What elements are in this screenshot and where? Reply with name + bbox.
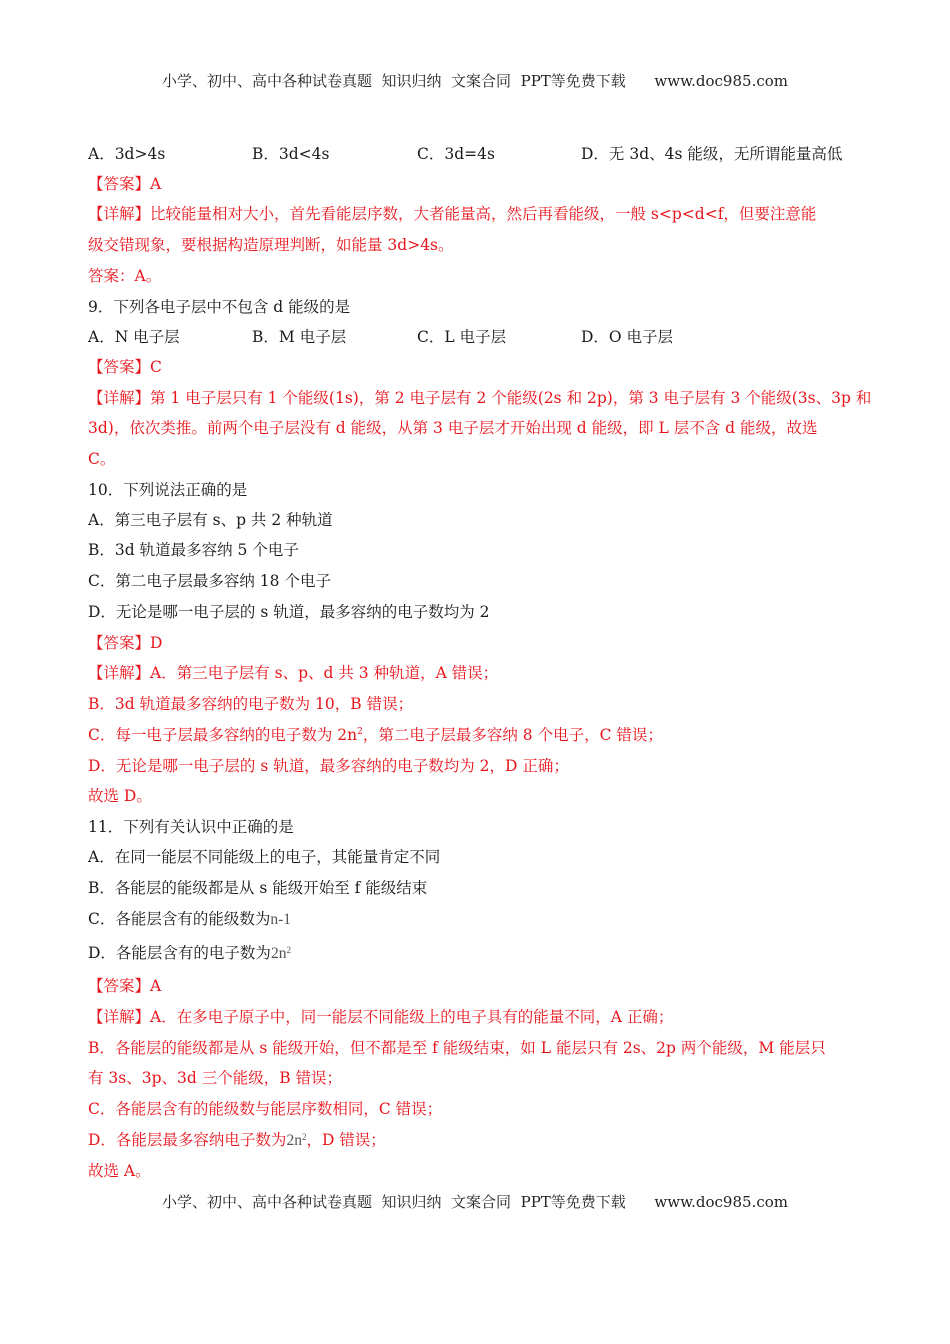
q9-option-a: A．N 电子层: [88, 328, 180, 346]
q11-option-a: A．在同一能层不同能级上的电子，其能量肯定不同: [88, 848, 441, 866]
q8-answer: 【答案】A: [88, 175, 162, 193]
q10-option-a: A．第三电子层有 s、p 共 2 种轨道: [88, 511, 333, 529]
q11-option-b: B．各能层的能级都是从 s 能级开始至 f 能级结束: [88, 879, 428, 897]
q9-answer: 【答案】C: [88, 358, 162, 376]
page-footer: 小学、初中、高中各种试卷真题 知识归纳 文案合同 PPT等免费下载 www.doc985.com: [161, 1193, 788, 1211]
q9-option-d: D．O 电子层: [581, 328, 674, 346]
q10-detail-c: [88, 725, 663, 745]
q8-option-a: A．3d>4s: [88, 145, 166, 163]
q9-option-c: C．L 电子层: [417, 328, 507, 346]
q8-detail-line-1: 【详解】比较能量相对大小，首先看能层序数，大者能量高，然后再看能级，一般 s<p<d<f，但要注意能: [88, 205, 817, 223]
q11-option-d-exponent: 2: [286, 945, 291, 955]
q8-option-d: D．无 3d、4s 能级，无所谓能量高低: [581, 145, 843, 163]
q8-option-c: C．3d=4s: [417, 145, 495, 163]
q10-stem: 10．下列说法正确的是: [88, 481, 248, 499]
q11-stem: 11．下列有关认识中正确的是: [88, 818, 294, 836]
page-header: 小学、初中、高中各种试卷真题 知识归纳 文案合同 PPT等免费下载 www.doc985.com: [161, 72, 788, 90]
q11-conclusion: 故选 A。: [88, 1162, 151, 1180]
q11-answer: 【答案】A: [88, 977, 162, 995]
q9-stem: 9．下列各电子层中不包含 d 能级的是: [88, 298, 351, 316]
q11-detail-b-line-1: B．各能层的能级都是从 s 能级开始，但不都是至 f 能级结束，如 L 能层只有 2s、2p 两个能级，M 能层只: [88, 1039, 826, 1057]
q9-options: [88, 327, 888, 347]
q10-option-b: B．3d 轨道最多容纳 5 个电子: [88, 541, 299, 559]
q11-option-d-formula: 2n: [270, 945, 287, 962]
q11-option-c-text: C．各能层含有的能级数为: [88, 910, 271, 928]
q8-detail-line-2: 级交错现象，要根据构造原理判断，如能量 3d>4s。: [88, 236, 454, 254]
q11-detail-d-text: D．各能层最多容纳电子数为: [88, 1131, 287, 1149]
q11-detail-a: 【详解】A．在多电子原子中，同一能层不同能级上的电子具有的能量不同，A 正确；: [88, 1008, 674, 1026]
q9-option-b: B．M 电子层: [252, 328, 347, 346]
q11-detail-d: [88, 1130, 386, 1151]
q10-detail-c-rest: ，第二电子层最多容纳 8 个电子，C 错误；: [362, 726, 663, 744]
q10-answer: 【答案】D: [88, 634, 163, 652]
q10-detail-b: B．3d 轨道最多容纳的电子数为 10，B 错误；: [88, 695, 414, 713]
q9-detail-line-1: 【详解】第 1 电子层只有 1 个能级(1s)，第 2 电子层有 2 个能级(2s 和 2p)，第 3 电子层有 3 个能级(3s、3p 和: [88, 389, 872, 407]
q11-detail-d-formula: 2n: [286, 1132, 302, 1149]
q11-option-c-formula: n-1: [270, 911, 292, 928]
q10-detail-c-text: C．每一电子层最多容纳的电子数为 2n: [88, 726, 358, 744]
q11-detail-c: C．各能层含有的能级数与能层序数相同，C 错误；: [88, 1100, 443, 1118]
q10-detail-d: D．无论是哪一电子层的 s 轨道，最多容纳的电子数均为 2，D 正确；: [88, 757, 569, 775]
q10-detail-c-exponent: 2: [357, 727, 363, 737]
q9-detail-line-2: 3d)，依次类推。前两个电子层没有 d 能级，从第 3 电子层才开始出现 d 能级，即 L 层不含 d 能级，故选: [88, 419, 818, 437]
q8-conclusion: 答案：A。: [88, 267, 162, 285]
q11-option-d: [88, 943, 291, 964]
q10-conclusion: 故选 D。: [88, 787, 152, 805]
q11-option-d-text: D．各能层含有的电子数为: [88, 944, 271, 962]
q11-detail-b-line-2: 有 3s、3p、3d 三个能级，B 错误；: [88, 1069, 343, 1087]
q11-detail-d-rest: ，D 错误；: [306, 1131, 386, 1149]
q11-detail-d-exponent: 2: [301, 1132, 307, 1142]
q10-detail-a: 【详解】A．第三电子层有 s、p、d 共 3 种轨道，A 错误；: [88, 664, 499, 682]
q10-option-c: C．第二电子层最多容纳 18 个电子: [88, 572, 331, 590]
q9-detail-line-3: C。: [88, 450, 116, 468]
q10-option-d: D．无论是哪一电子层的 s 轨道，最多容纳的电子数均为 2: [88, 603, 490, 621]
q8-options: [88, 144, 888, 164]
q11-option-c: [88, 909, 291, 930]
q8-option-b: B．3d<4s: [252, 145, 330, 163]
